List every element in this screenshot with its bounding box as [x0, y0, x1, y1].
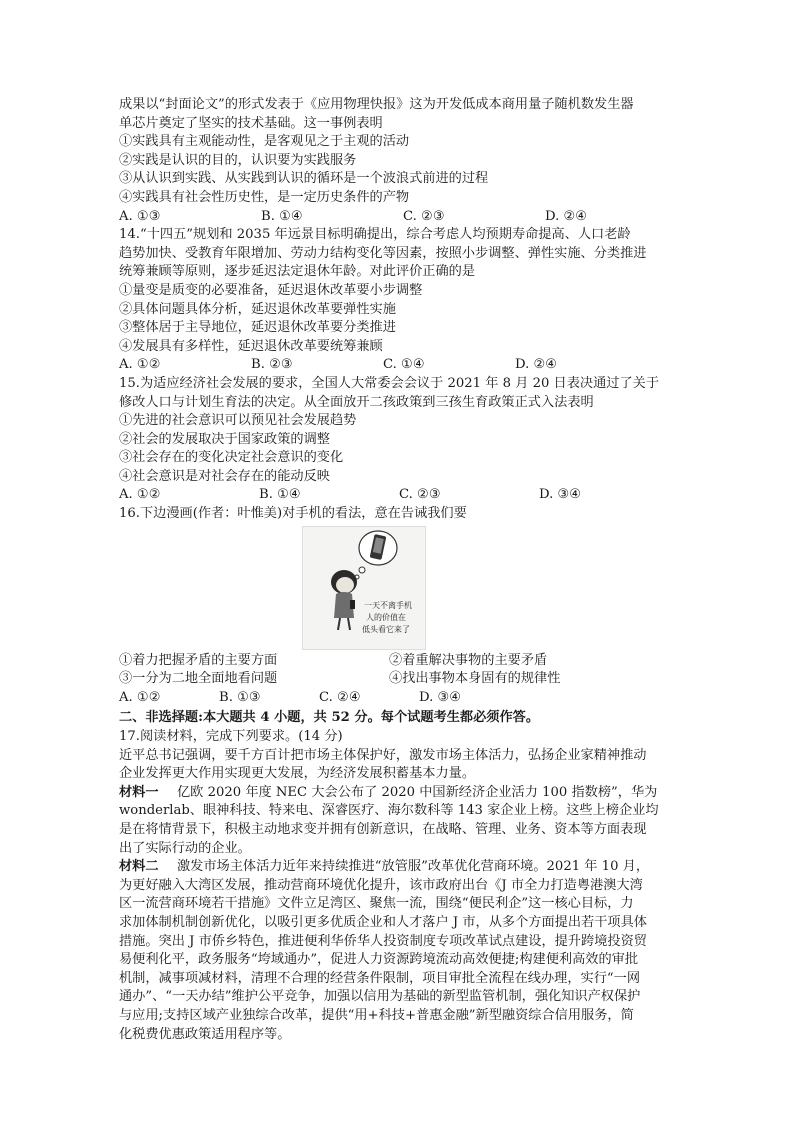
q14-statement-3: ③整体居于主导地位，延迟退休改革要分类推进	[119, 320, 396, 336]
q14-stem-line-3: 统筹兼顾等原则，逐步延迟法定退休年龄。对此评价正确的是	[119, 264, 476, 280]
q15-statement-2: ②社会的发展取决于国家政策的调整	[119, 431, 330, 447]
q17-material-2-line-1	[119, 858, 690, 877]
q17-material-1-line-2: wonderlab、眼神科技、特来电、深睿医疗、海尔数科等 143 家企业上榜。这些上榜企业均	[119, 803, 659, 819]
q16-statement-2: ②着重解决事物的主要矛盾	[389, 652, 548, 668]
q16-statement-3: ③一分为二地全面地看问题	[119, 671, 278, 687]
q17-material-2-line-7: 机制，减事项减材料，清理不合理的经营条件限制，项目审批全流程在线办理，实行“一网	[119, 970, 641, 986]
cartoon-caption-line-3: 低头看它来了	[362, 624, 410, 634]
q16-option-a: A. ①②	[119, 689, 161, 705]
q16-statement-4: ④找出事物本身固有的规律性	[389, 671, 561, 687]
q15-option-c: C. ②③	[399, 487, 441, 503]
q14-stem-line-2: 趋势加快、受教育年限增加、劳动力结构变化等因素，按照小步调整、弹性实施、分类推进	[119, 245, 647, 261]
q16-stem: 16.下边漫画(作者：叶惟美)对手机的看法，意在告诫我们要	[119, 506, 467, 522]
q14-option-d: D. ②④	[515, 357, 558, 373]
section-2-title: 二、非选择题:本大题共 4 小题，共 52 分。每个试题考生都必须作答。	[119, 710, 540, 726]
q15-stem-line-1: 15.为适应经济社会发展的要求，全国人大常委会会议于 2021 年 8 月 20 日表决通过了关于	[119, 375, 660, 391]
q17-material-1-line-3: 是在将情背景下，积极主动地求变并拥有创新意识，在战略、管理、业务、资本等方面表现	[119, 822, 647, 837]
question-17	[119, 728, 690, 1044]
q13-statement-3: ③从认识到实践、从实践到认识的循环是一个波浪式前进的过程	[119, 171, 489, 187]
material-2-label: 材料二	[119, 859, 159, 875]
q17-material-2-line-6: 易便利化平，政务服务“垮域通办”，促进人力资源跨境流动高效便捷;构建便利高效的审批	[119, 952, 639, 968]
q15-statement-1: ①先进的社会意识可以预见社会发展趋势	[119, 413, 357, 429]
material-1-text-1: 亿欧 2020 年度 NEC 大会公布了 2020 中国新经济企业活力 100 指数榜”，华为	[177, 784, 658, 800]
q17-material-2-line-2: 为更好融入大湾区发展，推动营商环境优化提升，该市政府出台《J 市全力打造粤港澳大湾	[119, 877, 643, 893]
q14-option-b: B. ②③	[251, 357, 293, 373]
q13-stem-line-1: 成果以“封面论文”的形式发表于《应用物理快报》这为开发低成本商用量子随机数发生器	[119, 97, 634, 112]
q17-material-2-line-9: 与应用;支持区域产业独综合改革，提供“用+科技+普惠金融”新型融资综合信用服务，简	[119, 1007, 634, 1023]
q15-stem-line-2: 修改人口与计划生育法的决定。从全面放开二孩政策到三孩生育政策正式入法表明	[119, 394, 594, 410]
q14-options	[119, 356, 690, 375]
q13-options	[119, 208, 690, 227]
cartoon-caption-line-2: 人的价值在	[366, 612, 406, 622]
q16-option-d: D. ③④	[419, 689, 462, 705]
q13-option-b: B. ①④	[261, 208, 303, 224]
q17-material-1-line-1	[119, 784, 690, 803]
q13-statement-1: ①实践具有主观能动性，是客观见之于主观的活动	[119, 134, 410, 150]
question-14	[119, 226, 690, 375]
q15-statement-3: ③社会存在的变化决定社会意识的变化	[119, 450, 344, 466]
material-1-label: 材料一	[119, 784, 159, 800]
q16-statements-row-2	[119, 670, 690, 689]
q15-option-b: B. ①④	[259, 487, 301, 503]
q16-options	[119, 689, 690, 708]
q15-options	[119, 486, 690, 505]
q14-option-c: C. ①④	[383, 357, 425, 373]
q16-statements-row-1	[119, 652, 690, 671]
question-15	[119, 375, 690, 505]
q13-option-d: D. ②④	[545, 208, 588, 224]
q16-option-c: C. ②④	[319, 689, 361, 705]
q17-material-1-line-4: 出了实际行动的企业。	[119, 840, 251, 856]
question-13	[119, 96, 690, 226]
q15-option-a: A. ①②	[119, 487, 161, 503]
q15-statement-4: ④社会意识是对社会存在的能动反映	[119, 468, 330, 484]
q14-statement-1: ①量变是质变的必要准备，延迟退休改革要小步调整	[119, 282, 423, 298]
q17-intro-line-2: 企业发挥更大作用实现更大发展，为经济发展积蓄基本力量。	[119, 766, 476, 782]
q13-statement-4: ④实践具有社会性历史性，是一定历史条件的产物	[119, 189, 410, 205]
q13-statement-2: ②实践是认识的目的，认识要为实践服务	[119, 152, 357, 168]
q16-option-b: B. ①③	[219, 689, 261, 705]
q15-option-d: D. ③④	[539, 487, 582, 503]
q17-material-2-line-8: 通办”、“一天办结”维护公平竞争，加强以信用为基础的新型监管机制，强化知识产权保护	[119, 989, 641, 1005]
cartoon-caption-line-1: 一天不离手机	[364, 600, 412, 610]
q17-material-2-line-3: 区一流营商环境若干措施》文件立足湾区、聚焦一流，围绕“便民利企”这一核心目标，力	[119, 896, 634, 912]
q17-stem: 17.阅读材料，完成下列要求。(14 分)	[119, 729, 343, 745]
q16-statement-1: ①着力把握矛盾的主要方面	[119, 652, 278, 668]
q14-stem-line-1: 14.“十四五”规划和 2035 年远景目标明确提出，综合考虑人均预期寿命提高、人口老龄	[119, 227, 631, 243]
q14-option-a: A. ①②	[119, 357, 161, 373]
q13-option-c: C. ②③	[403, 208, 445, 224]
q14-statement-4: ④发展具有多样性，延迟退休改革要统筹兼顾	[119, 338, 383, 354]
question-16	[119, 505, 690, 707]
material-2-text-1: 激发市场主体活力近年来持续推进“放管服”改革优化营商环境。2021 年 10 月，	[177, 859, 650, 875]
q13-stem-line-2: 单芯片奠定了坚实的技术基础。这一事例表明	[119, 115, 383, 131]
q17-material-2-line-4: 求加体制机制创新优化，以吸引更多优质企业和人才落户 J 市，从多个方面提出若干项具体	[119, 914, 647, 930]
q13-option-a: A. ①③	[119, 208, 161, 224]
q17-material-2-line-5: 措施。突出 J 市侨乡特色，推进便利华侨华人投资制度专项改革试点建设，提升跨境投资贸	[119, 933, 647, 949]
cartoon-image	[302, 526, 426, 650]
q17-material-2-line-10: 化税费优惠政策适用程序等。	[119, 1026, 291, 1042]
q14-statement-2: ②具体问题具体分析，延迟退休改革要弹性实施	[119, 301, 396, 317]
q17-intro-line-1: 近平总书记强调，要千方百计把市场主体保护好，激发市场主体活力，弘扬企业家精神推动	[119, 747, 647, 763]
